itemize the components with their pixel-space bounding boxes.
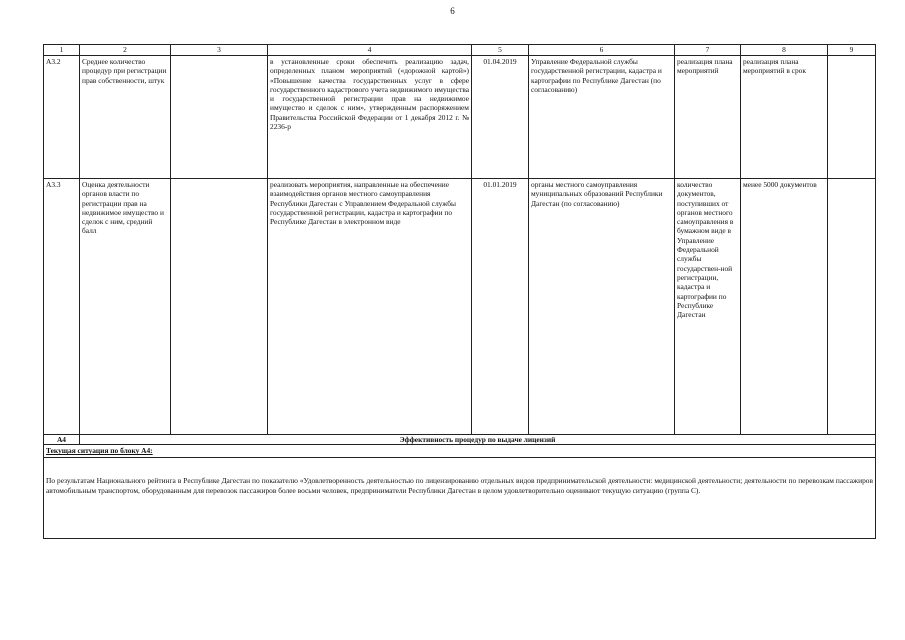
current-situation-header-row: [44, 445, 876, 458]
indicator-name: Оценка деятельности органов власти по регистрации прав на недвижимое имущество и сделок с ним, средний балл: [80, 179, 171, 435]
column-number: 5: [472, 45, 529, 56]
page-number: 6: [450, 6, 455, 16]
target-value: [171, 179, 268, 435]
notes-cell: [828, 179, 876, 435]
column-number: 4: [268, 45, 472, 56]
indicator-name: Среднее количество процедур при регистрации прав собственности, штук: [80, 56, 171, 179]
measure-description: реализовать мероприятия, направленные на обеспечение взаимодействия органов местного самоуправления Республики Дагестан с Управлением Федеральной службы государственной регистрации, кадастра и картографии по Республике Дагестан в электронном виде: [268, 179, 472, 435]
deadline-date: 01.04.2019: [472, 56, 529, 179]
current-situation-text: По результатам Национального рейтинга в Республике Дагестан по показателю «Удовлетворенность деятельностью по лицензированию отдельных видов предпринимательской деятельности: медицинской деятельности; деятельности по перевозкам пассажиров автомобильным транспортом, оборудованным для перевозок пассажиров более восьми человек, предприниматели Республики Дагестан в целом удовлетворительно оценивают текущую ситуацию (группа С).: [44, 458, 876, 539]
block-a4-row: [44, 435, 876, 445]
current-situation-title: Текущая ситуация по блоку А4:: [46, 446, 153, 456]
column-number: 1: [44, 45, 80, 56]
measure-description: в установленные сроки обеспечить реализацию задач, определенных планом мероприятий («дорожной картой») «Повышение качества государственных услуг в сфере государственного кадастрового учета недвижимого имущества и государственной регистрации прав на недвижимое имущество и сделок с ним», утвержденным распоряжением Правительства Российской Федерации от 1 декабря 2012 г. № 2236-р: [268, 56, 472, 179]
current-situation-text-row: [44, 458, 876, 539]
target-value: [171, 56, 268, 179]
responsible-party: Управление Федеральной службы государственной регистрации, кадастра и картографии по Республике Дагестан (по согласованию): [529, 56, 675, 179]
table-row: [44, 179, 876, 435]
block-title: Эффективность процедур по выдаче лицензий: [80, 435, 876, 445]
column-number: 6: [529, 45, 675, 56]
table-row: [44, 56, 876, 179]
result-indicator: количество документов, поступивших от органов местного самоуправления в бумажном виде в Управление Федеральной службы государствен-ной регистрации, кадастра и картографии по Республике Дагестан: [675, 179, 741, 435]
column-numbers-row: [44, 45, 876, 56]
indicator-code: А3.2: [44, 56, 80, 179]
notes-cell: [828, 56, 876, 179]
column-number: 7: [675, 45, 741, 56]
target-result: реализация плана мероприятий в срок: [741, 56, 828, 179]
column-number: 2: [80, 45, 171, 56]
result-indicator: реализация плана мероприятий: [675, 56, 741, 179]
target-result: менее 5000 документов: [741, 179, 828, 435]
responsible-party: органы местного самоуправления муниципальных образований Республики Дагестан (по согласованию): [529, 179, 675, 435]
deadline-date: 01.01.2019: [472, 179, 529, 435]
column-number: 9: [828, 45, 876, 56]
block-code: А4: [44, 435, 80, 445]
column-number: 3: [171, 45, 268, 56]
column-number: 8: [741, 45, 828, 56]
indicator-code: А3.3: [44, 179, 80, 435]
current-situation-cell: [44, 445, 876, 458]
action-plan-table: [43, 44, 876, 539]
